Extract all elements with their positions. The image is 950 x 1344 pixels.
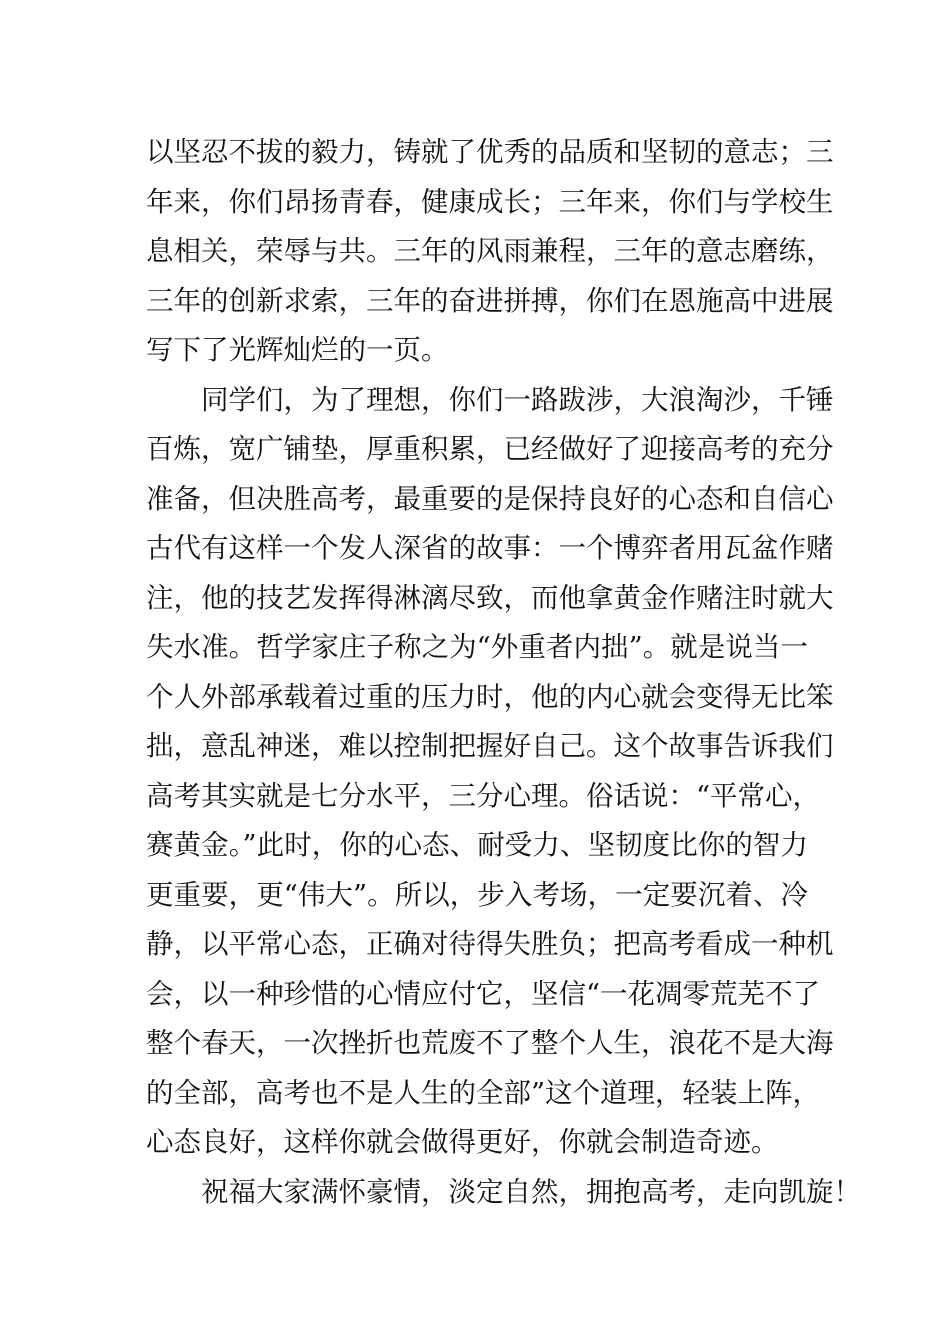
text-line: 三年的创新求索，三年的奋进拼搏，你们在恩施高中进展	[146, 284, 834, 317]
text-line: 祝福大家满怀豪情，淡定自然，拥抱高考，走向凯旋！	[201, 1175, 861, 1208]
text-line: 的全部，高考也不是人生的全部”这个道理，轻装上阵，	[146, 1076, 821, 1109]
text-line: 拙，意乱神迷，难以控制把握好自己。这个故事告诉我们	[146, 730, 834, 762]
text-line: 高考其实就是七分水平，三分心理。俗话说：“平常心，	[146, 779, 821, 812]
text-line: 准备，但决胜高考，最重要的是保持良好的心态和自信心	[146, 482, 834, 515]
text-line: 注，他的技艺发挥得淋漓尽致，而他拿黄金作赌注时就大	[146, 581, 834, 614]
text-line: 静，以平常心态，正确对待得失胜负；把高考看成一种机	[146, 928, 834, 960]
text-line: 年来，你们昂扬青春，健康成长；三年来，你们与学校生	[146, 185, 834, 218]
text-line: 心态良好，这样你就会做得更好，你就会制造奇迹。	[146, 1126, 779, 1158]
text-line: 赛黄金。”此时，你的心态、耐受力、坚韧度比你的智力	[146, 829, 808, 861]
text-line: 会，以一种珍惜的心情应付它，坚信“一花凋零荒芜不了	[146, 977, 821, 1010]
text-line: 古代有这样一个发人深省的故事：一个博弈者用瓦盆作赌	[146, 532, 834, 564]
text-line: 同学们，为了理想，你们一路跋涉，大浪淘沙，千锤	[201, 383, 834, 416]
text-line: 个人外部承载着过重的压力时，他的内心就会变得无比笨	[146, 680, 834, 713]
text-line: 整个春天，一次挫折也荒废不了整个人生，浪花不是大海	[146, 1027, 834, 1059]
text-line: 更重要，更“伟大”。所以，步入考场，一定要沉着、冷	[146, 878, 808, 911]
text-line: 息相关，荣辱与共。三年的风雨兼程，三年的意志磨练，	[146, 235, 834, 267]
text-line: 百炼，宽广铺垫，厚重积累，已经做好了迎接高考的充分	[146, 433, 834, 465]
text-line: 写下了光辉灿烂的一页。	[146, 334, 449, 366]
document-body	[146, 128, 861, 1217]
text-line: 失水准。哲学家庄子称之为“外重者内拙”。就是说当一	[146, 631, 808, 663]
text-line: 以坚忍不拔的毅力，铸就了优秀的品质和坚韧的意志；三	[146, 136, 834, 168]
